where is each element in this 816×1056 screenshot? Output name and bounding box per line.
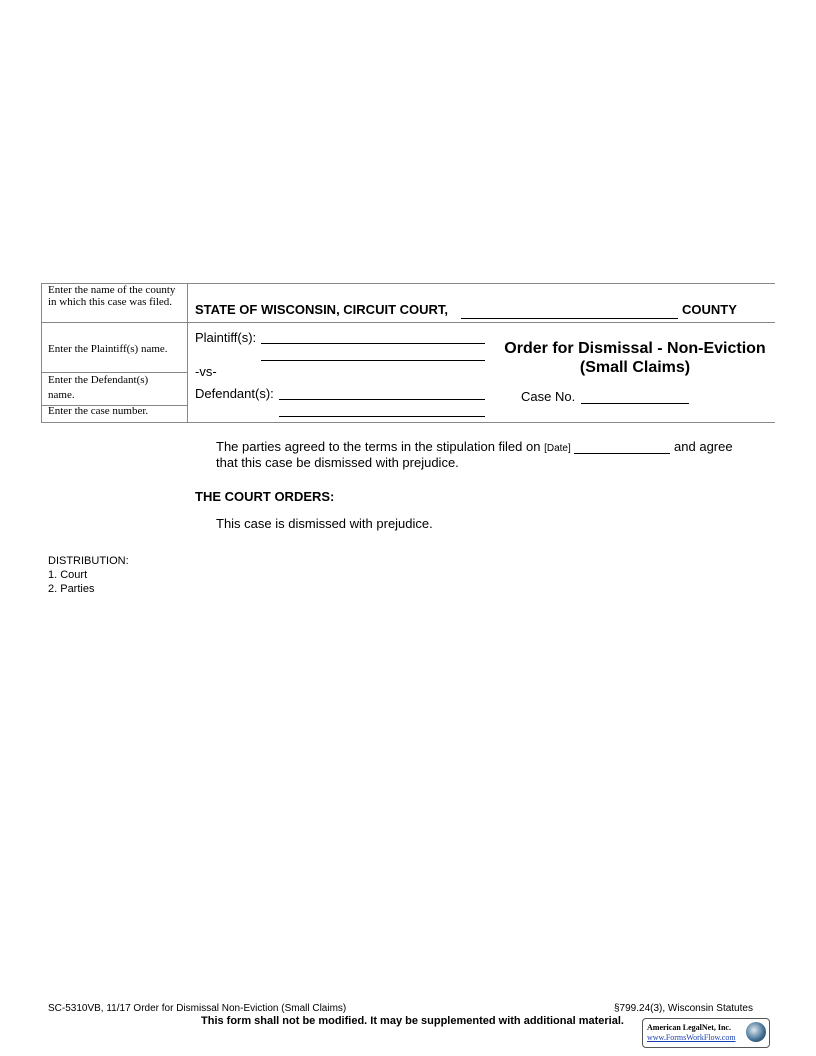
table-column-divider (187, 283, 188, 423)
plaintiff-field-2[interactable] (261, 347, 485, 361)
defendant-hint: Enter the Defendant(s) name. (48, 374, 149, 401)
vs-label: -vs- (195, 364, 217, 379)
form-title (495, 339, 775, 377)
county-suffix: COUNTY (682, 302, 737, 317)
case-no-field[interactable] (581, 390, 689, 404)
logo-name: American LegalNet, Inc. (647, 1023, 731, 1032)
form-id: SC-5310VB, 11/17 Order for Dismissal Non-Eviction (Small Claims) (48, 1003, 347, 1014)
legalnet-logo (642, 1018, 770, 1048)
defendant-field-2[interactable] (279, 403, 485, 417)
table-border-bottom (41, 422, 775, 423)
globe-icon (746, 1022, 766, 1042)
table-divider (41, 322, 775, 323)
stipulation-text (216, 439, 733, 454)
distribution-item: 1. Court (48, 569, 88, 581)
plaintiff-hint: Enter the Plaintiff(s) name. (48, 343, 168, 355)
case-number-hint: Enter the case number. (48, 405, 149, 417)
plaintiff-label: Plaintiff(s): (195, 330, 257, 345)
date-field[interactable] (574, 441, 670, 454)
distribution (48, 554, 129, 596)
case-no-label: Case No. (521, 389, 576, 404)
form-title-line2: (Small Claims) (579, 359, 691, 376)
form-title-line1: Order for Dismissal - Non-Eviction (504, 340, 766, 357)
statute: §799.24(3), Wisconsin Statutes (614, 1003, 753, 1014)
defendant-label: Defendant(s): (195, 386, 274, 401)
stipulation-post: and agree (674, 439, 733, 454)
table-border-left (41, 283, 42, 423)
stipulation-pre: The parties agreed to the terms in the stipulation filed on (216, 439, 541, 454)
defendant-field-1[interactable] (279, 386, 485, 400)
court-heading: STATE OF WISCONSIN, CIRCUIT COURT, (195, 302, 449, 317)
county-hint: Enter the name of the county in which this case was filed. (48, 284, 176, 308)
modification-notice: This form shall not be modified. It may be supplemented with additional material. (201, 1015, 624, 1027)
logo-url: www.FormsWorkFlow.com (647, 1033, 736, 1042)
date-placeholder: [Date] (544, 443, 571, 454)
stipulation-line2: that this case be dismissed with prejudice. (216, 455, 459, 470)
plaintiff-field-1[interactable] (261, 330, 485, 344)
court-orders-heading: THE COURT ORDERS: (195, 489, 335, 504)
distribution-item: 2. Parties (48, 583, 95, 595)
order-text: This case is dismissed with prejudice. (216, 516, 433, 531)
distribution-heading: DISTRIBUTION: (48, 555, 129, 567)
county-field[interactable] (461, 303, 678, 319)
